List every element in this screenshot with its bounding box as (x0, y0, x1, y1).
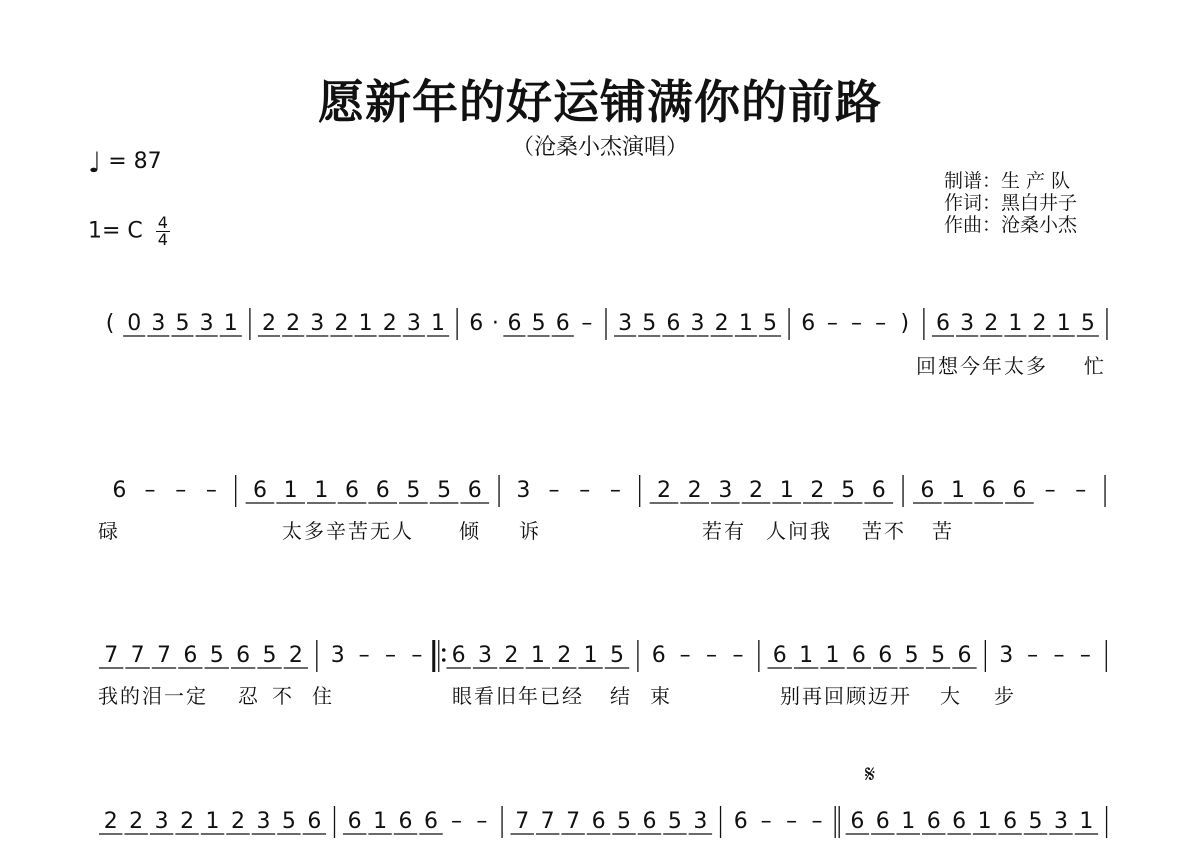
note: 0 (127, 311, 142, 336)
lyric-text: 太多辛苦无人 (282, 519, 414, 543)
note: 6 (772, 643, 787, 668)
note: 6 (424, 809, 439, 834)
note: 5 (1080, 311, 1095, 336)
note: 6 (112, 478, 127, 503)
note: – (850, 311, 862, 336)
credit-role: 制谱： (944, 170, 1002, 192)
note: 3 (999, 643, 1014, 668)
note: 1 (951, 478, 966, 503)
note: 3 (516, 478, 531, 503)
note: 2 (129, 809, 144, 834)
note: 2 (749, 478, 764, 503)
credit-name: 沧桑小杰 (1001, 214, 1078, 236)
note: 1 (431, 311, 446, 336)
note: – (476, 809, 488, 834)
note: 1 (977, 809, 992, 834)
note: 3 (690, 311, 705, 336)
key-text: 1= C (88, 218, 143, 244)
note: – (786, 809, 798, 834)
note: 5 (617, 809, 632, 834)
lyric-text: 苦不 (862, 519, 906, 543)
lyric-text: 碌 (98, 519, 120, 543)
note: 1 (1079, 809, 1094, 834)
lyric-text: 不 (272, 684, 294, 708)
note: 2 (687, 478, 702, 503)
note: 5 (209, 643, 224, 668)
note: – (1053, 643, 1065, 668)
note: 6 (252, 478, 267, 503)
note: – (679, 643, 691, 668)
note: 6 (875, 809, 890, 834)
note: 6 (935, 311, 950, 336)
note: 7 (566, 809, 581, 834)
note: 5 (642, 311, 657, 336)
lyric-text: 束 (650, 684, 672, 708)
note: – (609, 478, 621, 503)
note: – (1079, 643, 1091, 668)
lyric-text: 我的泪一定 (98, 684, 208, 708)
note: 3 (478, 643, 493, 668)
note: – (1044, 478, 1056, 503)
note: 1 (358, 311, 373, 336)
note: 2 (288, 643, 303, 668)
note: 3 (960, 311, 975, 336)
note: 6 (666, 311, 681, 336)
note: 1 (283, 478, 298, 503)
time-bottom: 4 (157, 230, 168, 249)
lyric-text: 人问我 (766, 519, 832, 543)
note: 5 (437, 478, 452, 503)
note: – (579, 478, 591, 503)
lyric-text: 大 (940, 684, 962, 708)
note: 3 (718, 478, 733, 503)
note: 1 (583, 643, 598, 668)
note: 5 (262, 643, 277, 668)
note: 7 (156, 643, 171, 668)
note: 2 (334, 311, 349, 336)
note: – (411, 643, 423, 668)
note: 6 (981, 478, 996, 503)
note: 6 (642, 809, 657, 834)
note: – (732, 643, 744, 668)
note: 1 (1056, 311, 1071, 336)
lyric-text: 别再回顾迈开 (780, 684, 912, 708)
note: – (205, 478, 217, 503)
note: 3 (618, 311, 633, 336)
note: 7 (515, 809, 530, 834)
note: 5 (175, 311, 190, 336)
note: 6 (871, 478, 886, 503)
note: 2 (103, 809, 118, 834)
note: 3 (151, 311, 166, 336)
quarter-note-icon: ♩ (88, 146, 102, 179)
credit-name: 黑白井子 (1001, 192, 1078, 214)
note: – (548, 478, 560, 503)
note: 1 (901, 809, 916, 834)
note: 6 (1012, 478, 1027, 503)
credit-role: 作词： (944, 192, 1002, 214)
note: 1 (530, 643, 545, 668)
lyric-text: 眼看旧年已经 (452, 684, 584, 708)
note: 3 (406, 311, 421, 336)
note: – (706, 643, 718, 668)
note: – (450, 809, 462, 834)
note: 3 (256, 809, 271, 834)
note: 6 (957, 643, 972, 668)
note: 2 (286, 311, 301, 336)
note: 2 (382, 311, 397, 336)
lyric-text: 忍 (238, 684, 260, 708)
note: 5 (904, 643, 919, 668)
note: 2 (557, 643, 572, 668)
lyric-text: 结 (610, 684, 632, 708)
note: 6 (183, 643, 198, 668)
note: 6 (926, 809, 941, 834)
note: 2 (810, 478, 825, 503)
note: 2 (1032, 311, 1047, 336)
note: 2 (984, 311, 999, 336)
note: 2 (504, 643, 519, 668)
note: 7 (130, 643, 145, 668)
note: 6 (307, 809, 322, 834)
note: 6 (398, 809, 413, 834)
note: ) (900, 311, 910, 336)
note: 6 (952, 809, 967, 834)
note: 1 (1008, 311, 1023, 336)
note: 6 (878, 643, 893, 668)
note: 6 (920, 478, 935, 503)
note: ( (105, 311, 115, 336)
lyric-text: 苦 (932, 519, 954, 543)
note: 6 (733, 809, 748, 834)
note: 6 (1003, 809, 1018, 834)
note: 6 (507, 311, 522, 336)
note: – (811, 809, 823, 834)
note: 6 (467, 478, 482, 503)
note: 6 (375, 478, 390, 503)
note: – (1027, 643, 1039, 668)
note: 5 (667, 809, 682, 834)
credit-name: 生 产 队 (1001, 170, 1071, 192)
note: 5 (1028, 809, 1043, 834)
note: – (1075, 478, 1087, 503)
note: 3 (154, 809, 169, 834)
note: 5 (609, 643, 624, 668)
note: – (175, 478, 187, 503)
note: 1 (223, 311, 238, 336)
note: 5 (281, 809, 296, 834)
note: 1 (738, 311, 753, 336)
lyric-text: 倾 (459, 519, 481, 543)
lyric-text: 住 (312, 684, 334, 708)
note: · (491, 311, 499, 336)
note: – (875, 311, 887, 336)
note: 7 (540, 809, 555, 834)
note: 2 (714, 311, 729, 336)
lyric-text: 若有 (702, 519, 746, 543)
lyric-text: 忙 (1084, 354, 1106, 378)
note: 2 (656, 478, 671, 503)
note: 1 (314, 478, 329, 503)
note: 2 (230, 809, 245, 834)
page-subtitle: （沧桑小杰演唱） (511, 135, 688, 160)
note: 3 (199, 311, 214, 336)
note: – (760, 809, 772, 834)
note: 6 (651, 643, 666, 668)
note: 2 (262, 311, 277, 336)
note: 1 (799, 643, 814, 668)
note: 6 (345, 478, 360, 503)
note: – (358, 643, 370, 668)
note: 6 (236, 643, 251, 668)
note: 5 (841, 478, 856, 503)
note: 5 (406, 478, 421, 503)
lyric-text: 诉 (519, 519, 541, 543)
note: 6 (469, 311, 484, 336)
note: 1 (825, 643, 840, 668)
note: 5 (531, 311, 546, 336)
segno-icon: 𝄋 (864, 760, 876, 788)
repeat-dot (442, 648, 446, 652)
note: 6 (850, 809, 865, 834)
note: 5 (931, 643, 946, 668)
note: 3 (330, 643, 345, 668)
lyric-text: 步 (994, 684, 1016, 708)
note: 7 (104, 643, 119, 668)
note: 1 (205, 809, 220, 834)
note: – (384, 643, 396, 668)
lyric-text: 回想今年太多 (916, 354, 1048, 378)
note: – (581, 311, 593, 336)
note: 6 (801, 311, 816, 336)
note: 6 (591, 809, 606, 834)
note: 1 (779, 478, 794, 503)
note: 6 (851, 643, 866, 668)
page-title: 愿新年的好运铺满你的前路 (318, 75, 882, 129)
note: 1 (373, 809, 388, 834)
repeat-dot (442, 658, 446, 662)
note: 6 (347, 809, 362, 834)
note: – (144, 478, 156, 503)
tempo-value: = 87 (108, 149, 162, 174)
note: 5 (762, 311, 777, 336)
note: 3 (310, 311, 325, 336)
note: 6 (451, 643, 466, 668)
note: 3 (693, 809, 708, 834)
time-top: 4 (157, 213, 168, 232)
note: 3 (1053, 809, 1068, 834)
note: 6 (555, 311, 570, 336)
note: 2 (180, 809, 195, 834)
note: – (826, 311, 838, 336)
credit-role: 作曲： (944, 214, 1002, 236)
